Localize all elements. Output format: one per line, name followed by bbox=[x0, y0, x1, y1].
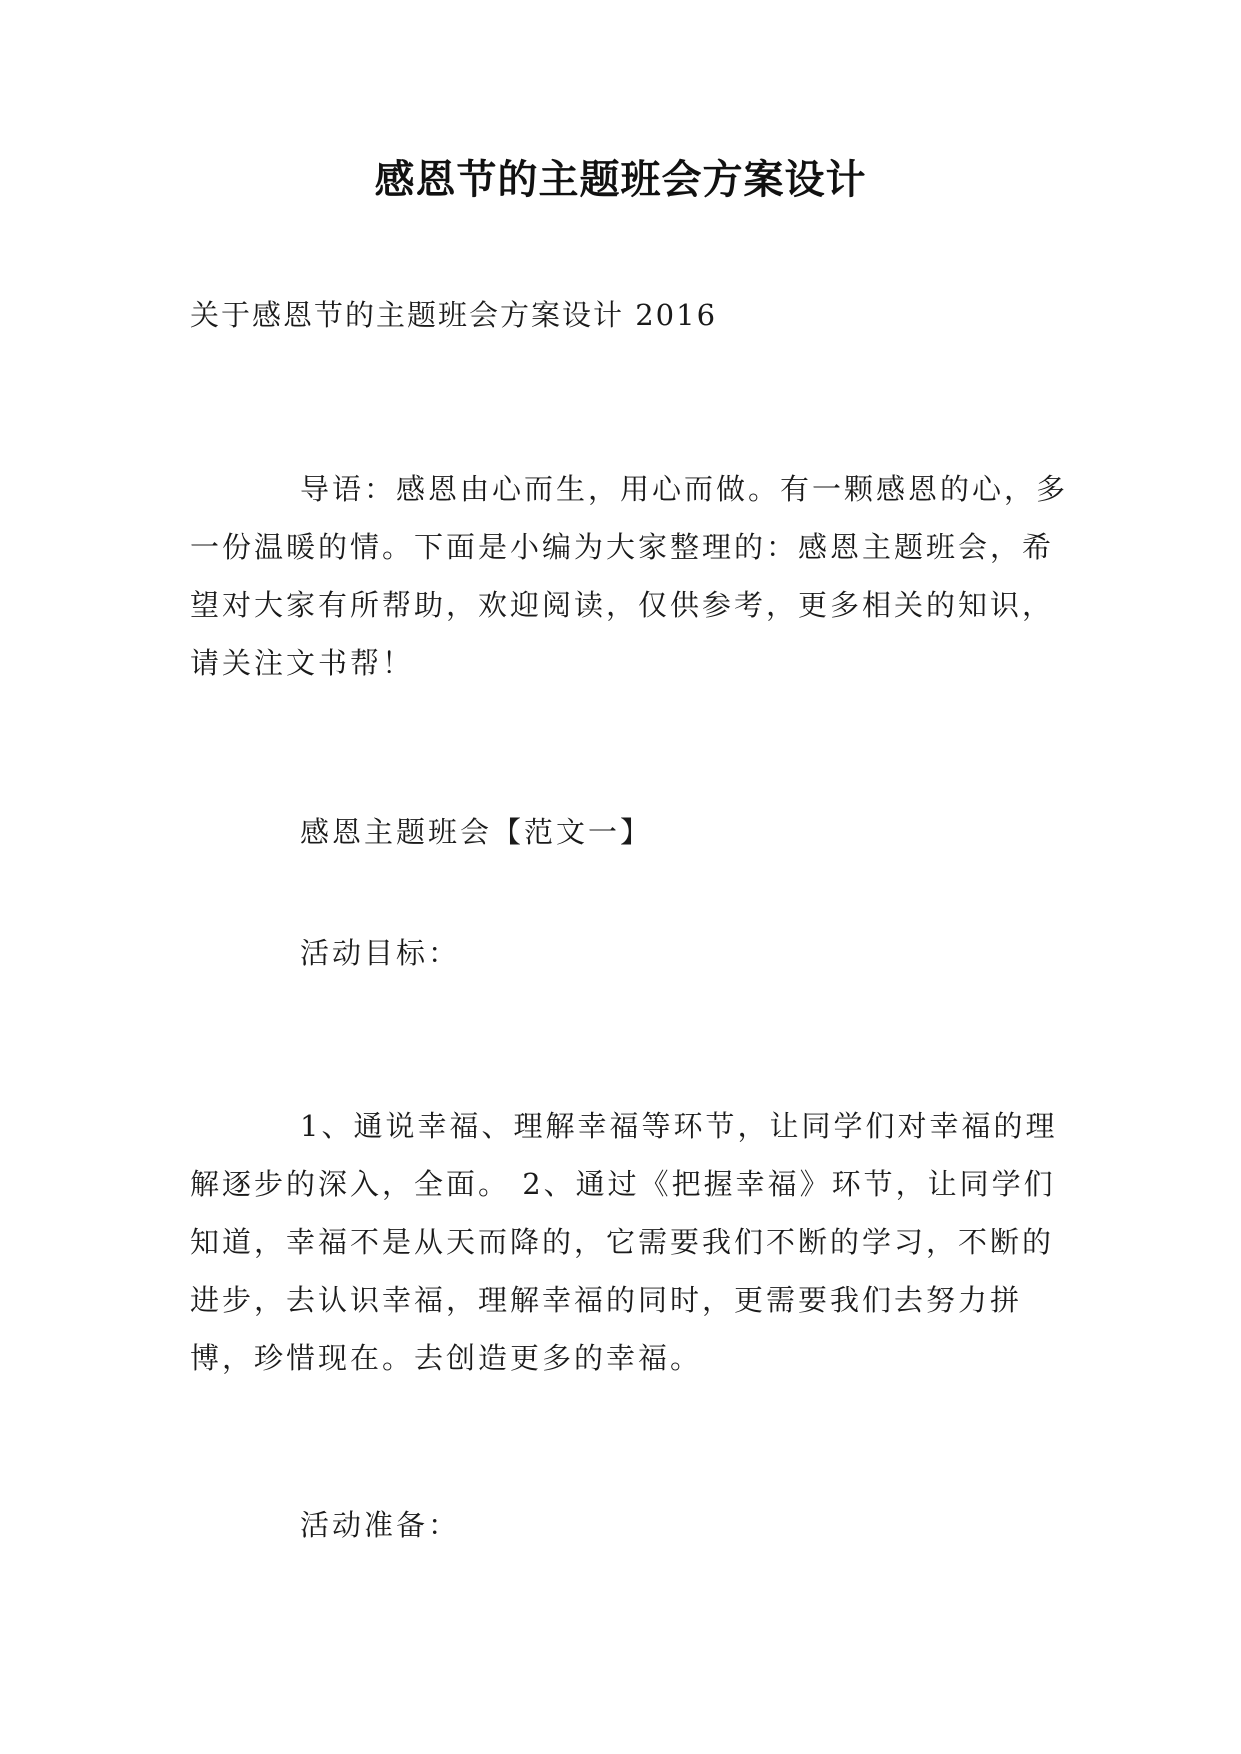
section-heading: 感恩主题班会【范文一】 bbox=[300, 815, 653, 849]
intro-paragraph: 导语：感恩由心而生，用心而做。有一颗感恩的心，多一份温暖的情。下面是小编为大家整理的：感恩主题班会，希望对大家有所帮助，欢迎阅读，仅供参考，更多相关的知识，请关注文书帮！ bbox=[190, 472, 1069, 680]
goals-label: 活动目标： bbox=[300, 936, 461, 970]
goals-paragraph: 1、通说幸福、理解幸福等环节，让同学们对幸福的理解逐步的深入，全面。 2、通过《把握幸福》环节，让同学们知道，幸福不是从天而降的，它需要我们不断的学习，不断的进步，去认识幸福，理解幸福的同时，更需要我们去努力拼博，珍惜现在。去创造更多的幸福。 bbox=[190, 1109, 1058, 1375]
preparation-label: 活动准备： bbox=[300, 1508, 461, 1542]
document-subtitle: 关于感恩节的主题班会方案设计 2016 bbox=[190, 298, 718, 332]
document-title: 感恩节的主题班会方案设计 bbox=[374, 157, 867, 203]
